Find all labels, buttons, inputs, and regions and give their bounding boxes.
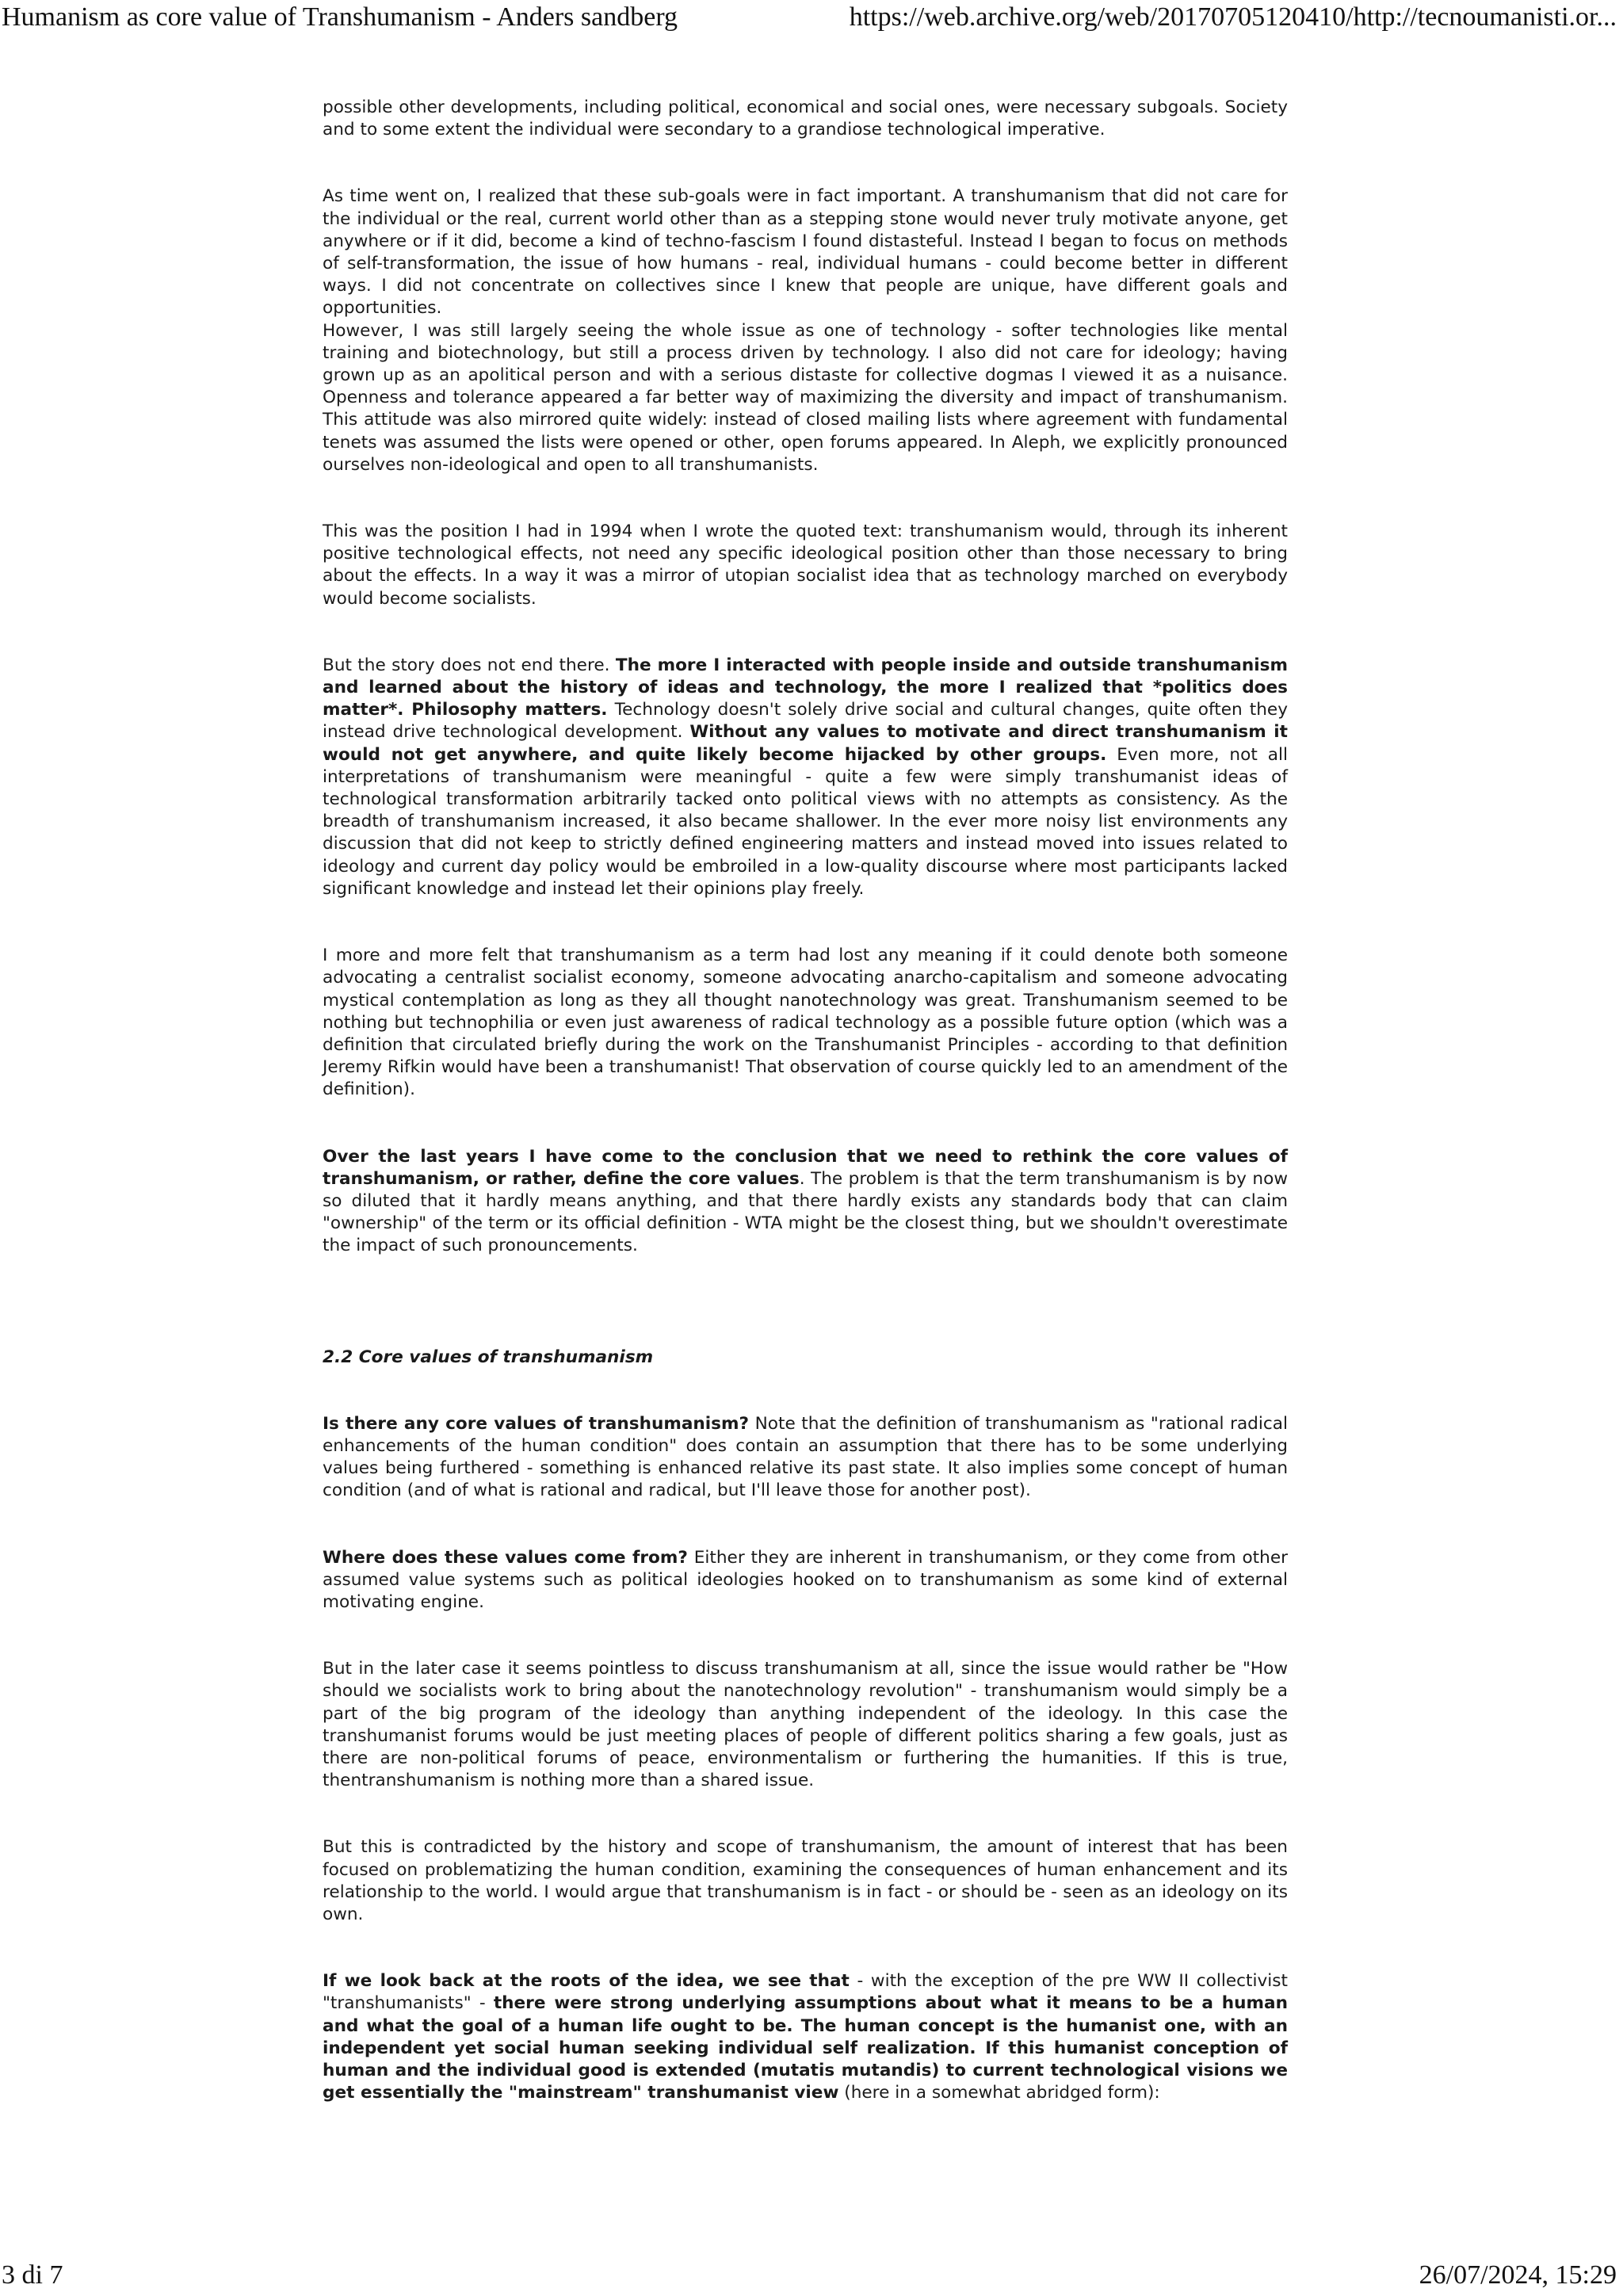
- paragraph: However, I was still largely seeing the whole issue as one of technology - softer technologies like mental training and biotechnology, but still a process driven by technology. I also did not care for ideology; having grown up as an apolitical person and with a serious distaste for collective dogmas I viewed it as a nuisance. Openness and tolerance appeared a far better way of maximizing the diversity and impact of transhumanism. This attitude was also mirrored quite widely: instead of closed mailing lists where agreement with fundamental tenets was assumed the lists were opened or other, open forums appeared. In Aleph, we explicitly pronounced ourselves non-ideological and open to all transhumanists.: [323, 320, 1288, 475]
- print-datetime: 26/07/2024, 15:29: [1419, 2260, 1617, 2290]
- text-run: Technology doesn't solely drive social and cultural changes, quite often they instead drive technological development.: [323, 700, 1288, 743]
- bold-text-run: there were strong underlying assumptions about what it means to be a human and what the goal of a human life ought to be. The human concept is the humanist one, with an independent yet social human seeking individual self realization. If this humanist conception of human and the individual good is extended (mutatis mutandis) to current technological visions we get essentially the "mainstream" transhumanist view: [323, 1993, 1288, 2103]
- bold-text-run: The more I interacted with people inside and outside transhumanism and learned about the history of ideas and technology, the more I realized that *politics does matter*. Philosophy matters.: [323, 655, 1288, 720]
- paragraph: [323, 655, 1288, 900]
- text-run: But the story does not end there.: [323, 655, 616, 675]
- bold-text-run: Is there any core values of transhumanism?: [323, 1413, 750, 1434]
- section-heading: 2.2 Core values of transhumanism: [323, 1347, 654, 1367]
- paragraph: [323, 1970, 1288, 2104]
- paragraph: possible other developments, including political, economical and social ones, were necessary subgoals. Society and to some extent the individual were secondary to a grandiose technological imperative.: [323, 97, 1288, 140]
- text-run: . The problem is that the term transhumanism is by now so diluted that it hardly means anything, and that there hardly exists any standards body that can claim "ownership" of the term or its official definition - WTA might be the closest thing, but we shouldn't overestimate the impact of such pronouncements.: [323, 1168, 1288, 1256]
- bold-text-run: Over the last years I have come to the conclusion that we need to rethink the core values of transhumanism, or rather, define the core values: [323, 1146, 1288, 1189]
- paragraph: I more and more felt that transhumanism as a term had lost any meaning if it could denote both someone advocating a centralist socialist economy, someone advocating anarcho-capitalism and someone advocating mystical contemplation as long as they all thought nanotechnology was great. Transhumanism seemed to be nothing but technophilia or even just awareness of radical technology as a possible future option (which was a definition that circulated briefly during the work on the Transhumanist Principles - according to that definition Jeremy Rifkin would have been a transhumanist! That observation of course quickly led to an amendment of the definition).: [323, 946, 1288, 1100]
- text-run: Either they are inherent in transhumanism, or they come from other assumed value systems such as political ideologies hooked on to transhumanism as some kind of external motivating engine.: [323, 1547, 1288, 1612]
- page-url[interactable]: https://web.archive.org/web/20170705120410/http://tecnoumanisti.or...: [849, 2, 1617, 32]
- paragraph: [323, 1413, 1288, 1503]
- text-run: Note that the definition of transhumanism as "rational radical enhancements of the human condition" does contain an assumption that there has to be some underlying values being furthered - something is enhanced relative its past state. It also implies some concept of human condition (and of what is rational and radical, but I'll leave those for another post).: [323, 1413, 1288, 1501]
- paragraph: [323, 1547, 1288, 1614]
- article-body: [323, 97, 1288, 2104]
- page-title: Humanism as core value of Transhumanism - Anders sandberg: [2, 2, 678, 32]
- paragraph: [323, 1146, 1288, 1258]
- bold-text-run: If we look back at the roots of the idea, we see that: [323, 1971, 850, 1992]
- print-footer: [0, 2261, 1623, 2296]
- bold-text-run: Without any values to motivate and direct transhumanism it would not get anywhere, and quite likely become hijacked by other groups.: [323, 722, 1288, 765]
- paragraph: But this is contradicted by the history and scope of transhumanism, the amount of interest that has been focused on problematizing the human condition, examining the consequences of human enhancement and its relationship to the world. I would argue that transhumanism is in fact - or should be - seen as an ideology on its own.: [323, 1837, 1288, 1924]
- paragraph: This was the position I had in 1994 when I wrote the quoted text: transhumanism would, through its inherent positive technological effects, not need any specific ideological position other than those necessary to bring about the effects. In a way it was a mirror of utopian socialist idea that as technology marched on everybody would become socialists.: [323, 521, 1288, 609]
- text-run: (here in a somewhat abridged form):: [838, 2083, 1160, 2103]
- paragraph: As time went on, I realized that these sub-goals were in fact important. A transhumanism that did not care for the individual or the real, current world other than as a stepping stone would never truly motivate anyone, get anywhere or if it did, become a kind of techno-fascism I found distasteful. Instead I began to focus on methods of self-transformation, the issue of how humans - real, individual humans - could become better in different ways. I did not concentrate on collectives since I knew that people are unique, have different goals and opportunities.: [323, 186, 1288, 319]
- paragraph: But in the later case it seems pointless to discuss transhumanism at all, since the issue would rather be "How should we socialists work to bring about the nanotechnology revolution" - transhumanism would simply be a part of the big program of the ideology than anything independent of the ideology. In this case the transhumanist forums would be just meeting places of people of different politics sharing a few goals, just as there are non-political forums of peace, environmentalism or furthering the humanities. If this is true, thentranshumanism is nothing more than a shared issue.: [323, 1659, 1288, 1791]
- text-run: Even more, not all interpretations of transhumanism were meaningful - quite a few were simply transhumanist ideas of technological transformation arbitrarily tacked onto political views with no attempts as consistency. As the breadth of transhumanism increased, it also became shallower. In the ever more noisy list environments any discussion that did not keep to strictly defined engineering matters and instead moved into issues related to ideology and current day policy would be embroiled in a low-quality discourse where most participants lacked significant knowledge and instead let their opinions play freely.: [323, 744, 1289, 899]
- page-number: 3 di 7: [2, 2260, 63, 2290]
- print-header: [0, 0, 1623, 38]
- text-run: - with the exception of the pre WW II collectivist "transhumanists" -: [323, 1971, 1288, 2014]
- bold-text-run: Where does these values come from?: [323, 1547, 688, 1568]
